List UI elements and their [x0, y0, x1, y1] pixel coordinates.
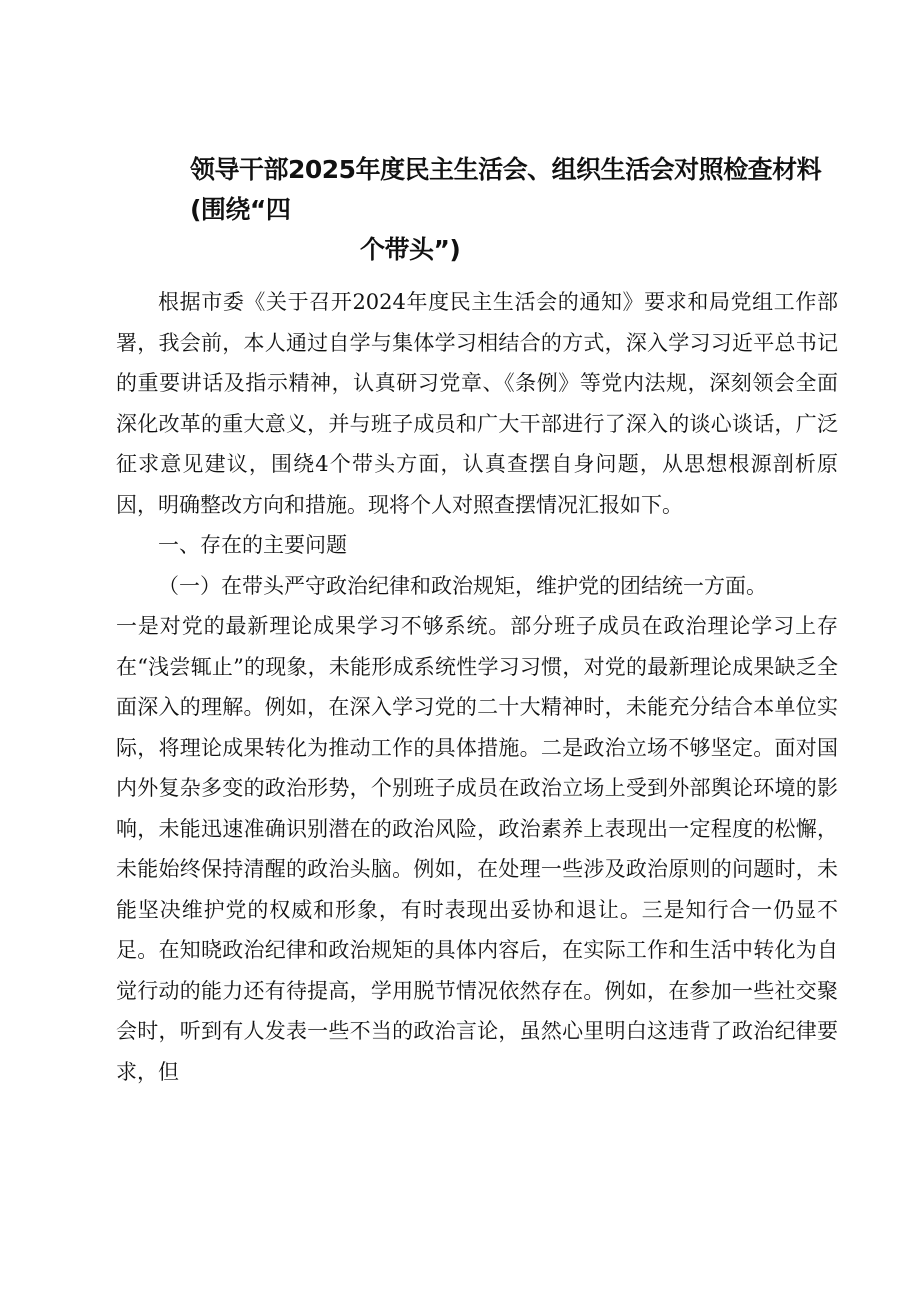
intro-paragraph: 根据市委《关于召开2024年度民主生活会的通知》要求和局党组工作部署，我会前，本人通过自学与集体学习相结合的方式，深入学习习近平总书记的重要讲话及指示精神，认真研习党章、《条例》等党内法规，深刻领会全面深化改革的重大意义，并与班子成员和广大干部进行了深入的谈心谈话，广泛征求意见建议，围绕4个带头方面，认真查摆自身问题，从思想根源剖析原因，明确整改方向和措施。现将个人对照查摆情况汇报如下。 — [116, 290, 838, 517]
title-line-1: 领导干部2025年度民主生活会、组织生活会对照检查材料(围绕“四 — [190, 155, 822, 224]
subsection-body-discipline: 一是对党的最新理论成果学习不够系统。部分班子成员在政治理论学习上存在“浅尝辄止”的现象，未能形成系统性学习习惯，对党的最新理论成果缺乏全面深入的理解。例如，在深入学习党的二十大精神时，未能充分结合本单位实际，将理论成果转化为推动工作的具体措施。二是政治立场不够坚定。面对国内外复杂多变的政治形势，个别班子成员在政治立场上受到外部舆论环境的影响，未能迅速准确识别潜在的政治风险，政治素养上表现出一定程度的松懈，未能始终保持清醒的政治头脑。例如，在处理一些涉及政治原则的问题时，未能坚决维护党的权威和形象，有时表现出妥协和退让。三是知行合一仍显不足。在知晓政治纪律和政治规矩的具体内容后，在实际工作和生活中转化为自觉行动的能力还有待提高，学用脱节情况依然存在。例如，在参加一些社交聚会时，听到有人发表一些不当的政治言论，虽然心里明白这违背了政治纪律要求，但 — [116, 614, 838, 1084]
section-heading-problems: 一、存在的主要问题 — [158, 533, 347, 557]
document-body — [116, 282, 838, 1092]
subsection-heading-discipline: （一）在带头严守政治纪律和政治规矩，维护党的团结统一方面。 — [158, 573, 767, 598]
title-line-2: 个带头”) — [360, 235, 461, 264]
document-title — [190, 150, 850, 270]
